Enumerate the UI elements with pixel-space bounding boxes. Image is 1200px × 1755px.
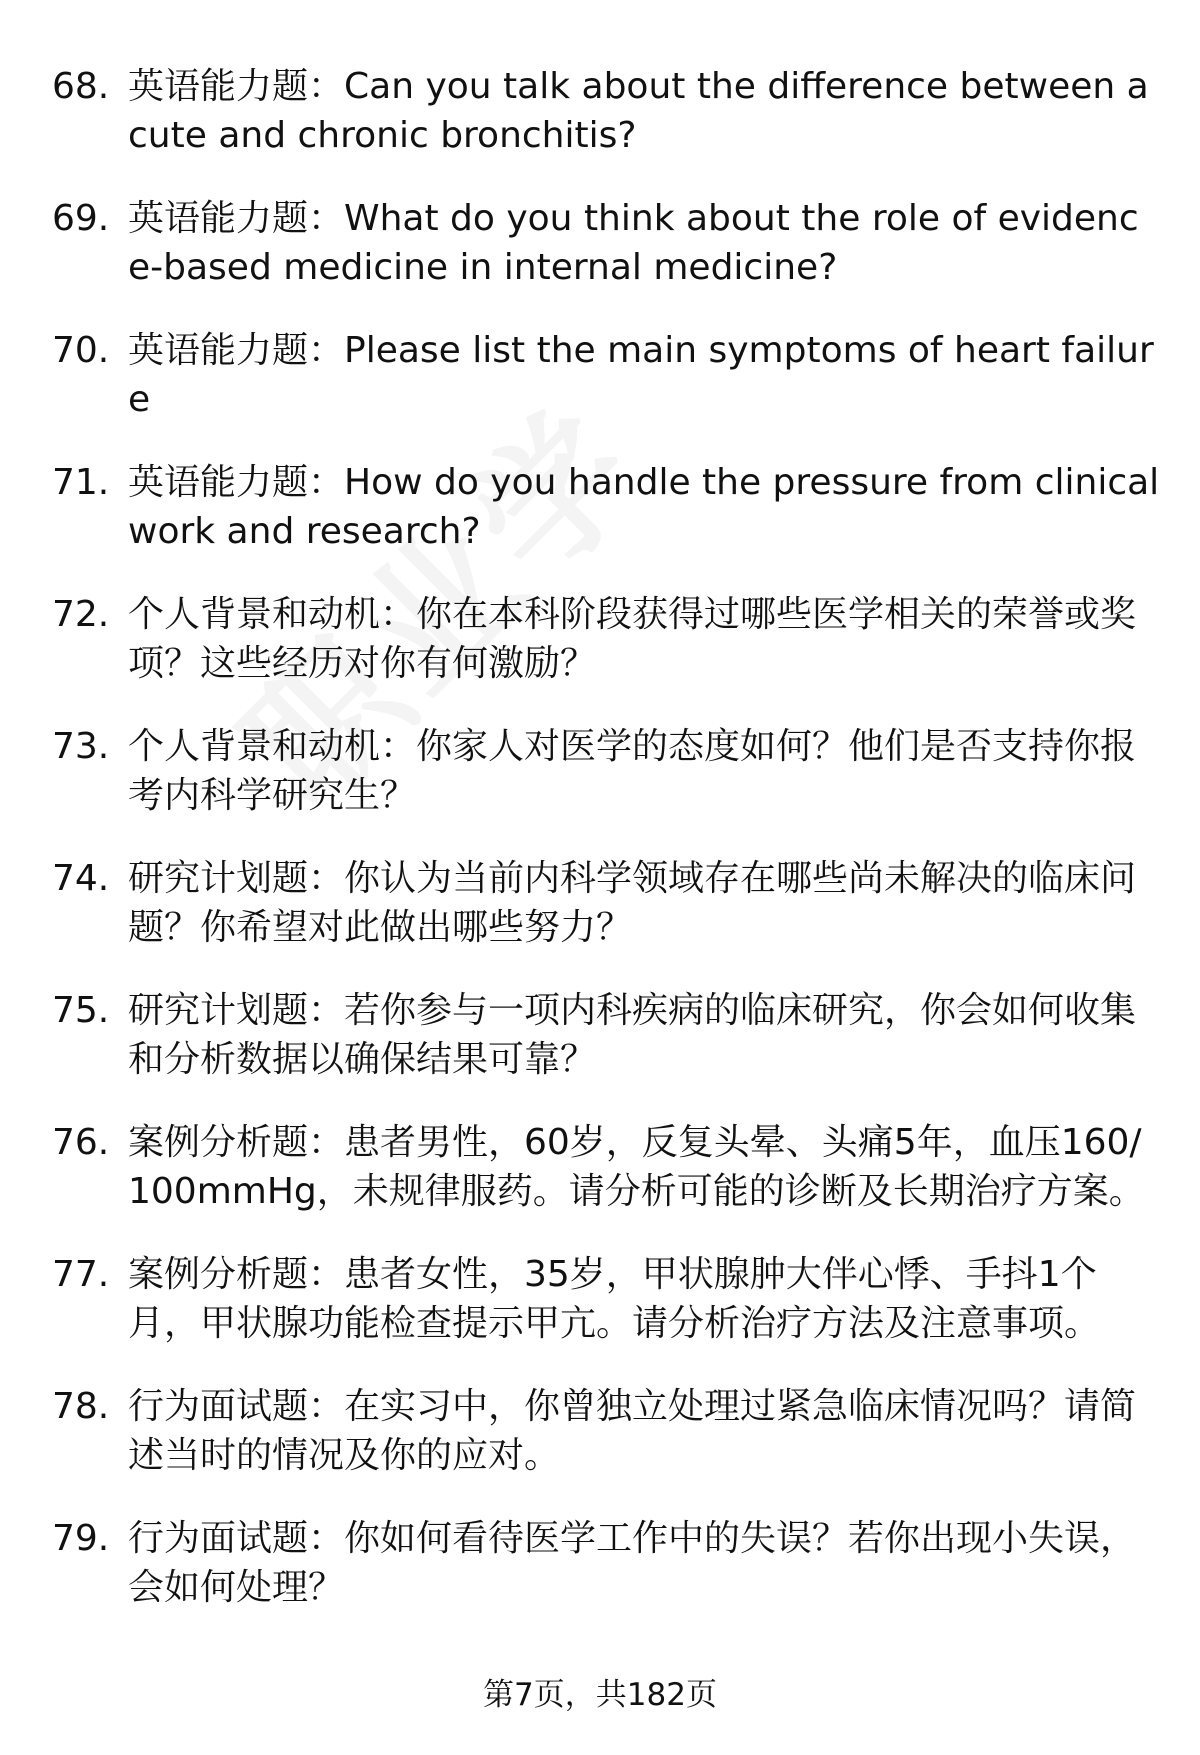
list-item [0, 326, 1200, 424]
list-item [0, 1514, 1200, 1612]
item-number: 76. [52, 1122, 110, 1163]
item-text: 行为面试题：你如何看待医学工作中的失误？若你出现小失误，会如何处理？ [128, 1518, 1137, 1608]
list-item [0, 722, 1200, 820]
item-text: 研究计划题：若你参与一项内科疾病的临床研究，你会如何收集和分析数据以确保结果可靠？ [128, 990, 1137, 1080]
list-item [0, 1118, 1200, 1216]
item-number: 73. [52, 726, 110, 767]
item-text: 个人背景和动机：你在本科阶段获得过哪些医学相关的荣誉或奖项？这些经历对你有何激励？ [128, 594, 1137, 684]
question-list [0, 62, 1200, 1646]
item-text: 个人背景和动机：你家人对医学的态度如何？他们是否支持你报考内科学研究生？ [128, 726, 1137, 816]
item-number: 79. [52, 1518, 110, 1559]
list-item [0, 1382, 1200, 1480]
item-number: 68. [52, 66, 110, 107]
item-number: 70. [52, 330, 110, 371]
list-item [0, 854, 1200, 952]
item-text: 英语能力题：What do you think about the role of evidence-based medicine in internal medicine? [128, 198, 1139, 288]
list-item [0, 590, 1200, 688]
item-text: 行为面试题：在实习中，你曾独立处理过紧急临床情况吗？请简述当时的情况及你的应对。 [128, 1386, 1137, 1476]
item-text: 英语能力题：Please list the main symptoms of heart failure [128, 330, 1154, 420]
item-text: 研究计划题：你认为当前内科学领域存在哪些尚未解决的临床问题？你希望对此做出哪些努力？ [128, 858, 1137, 948]
item-text: 英语能力题：Can you talk about the difference between acute and chronic bronchitis? [128, 66, 1149, 156]
item-number: 72. [52, 594, 110, 635]
item-number: 78. [52, 1386, 110, 1427]
item-number: 71. [52, 462, 110, 503]
list-item [0, 458, 1200, 556]
item-text: 案例分析题：患者男性，60岁，反复头晕、头痛5年，血压160/100mmHg，未规律服药。请分析可能的诊断及长期治疗方案。 [128, 1122, 1145, 1212]
list-item [0, 194, 1200, 292]
list-item [0, 986, 1200, 1084]
item-number: 74. [52, 858, 110, 899]
page-footer: 第7页，共182页 [483, 1677, 717, 1713]
item-text: 英语能力题：How do you handle the pressure from clinical work and research? [128, 462, 1160, 552]
item-number: 75. [52, 990, 110, 1031]
item-number: 77. [52, 1254, 110, 1295]
list-item [0, 1250, 1200, 1348]
item-number: 69. [52, 198, 110, 239]
list-item [0, 62, 1200, 160]
item-text: 案例分析题：患者女性，35岁，甲状腺肿大伴心悸、手抖1个月，甲状腺功能检查提示甲亢。请分析治疗方法及注意事项。 [128, 1254, 1101, 1344]
